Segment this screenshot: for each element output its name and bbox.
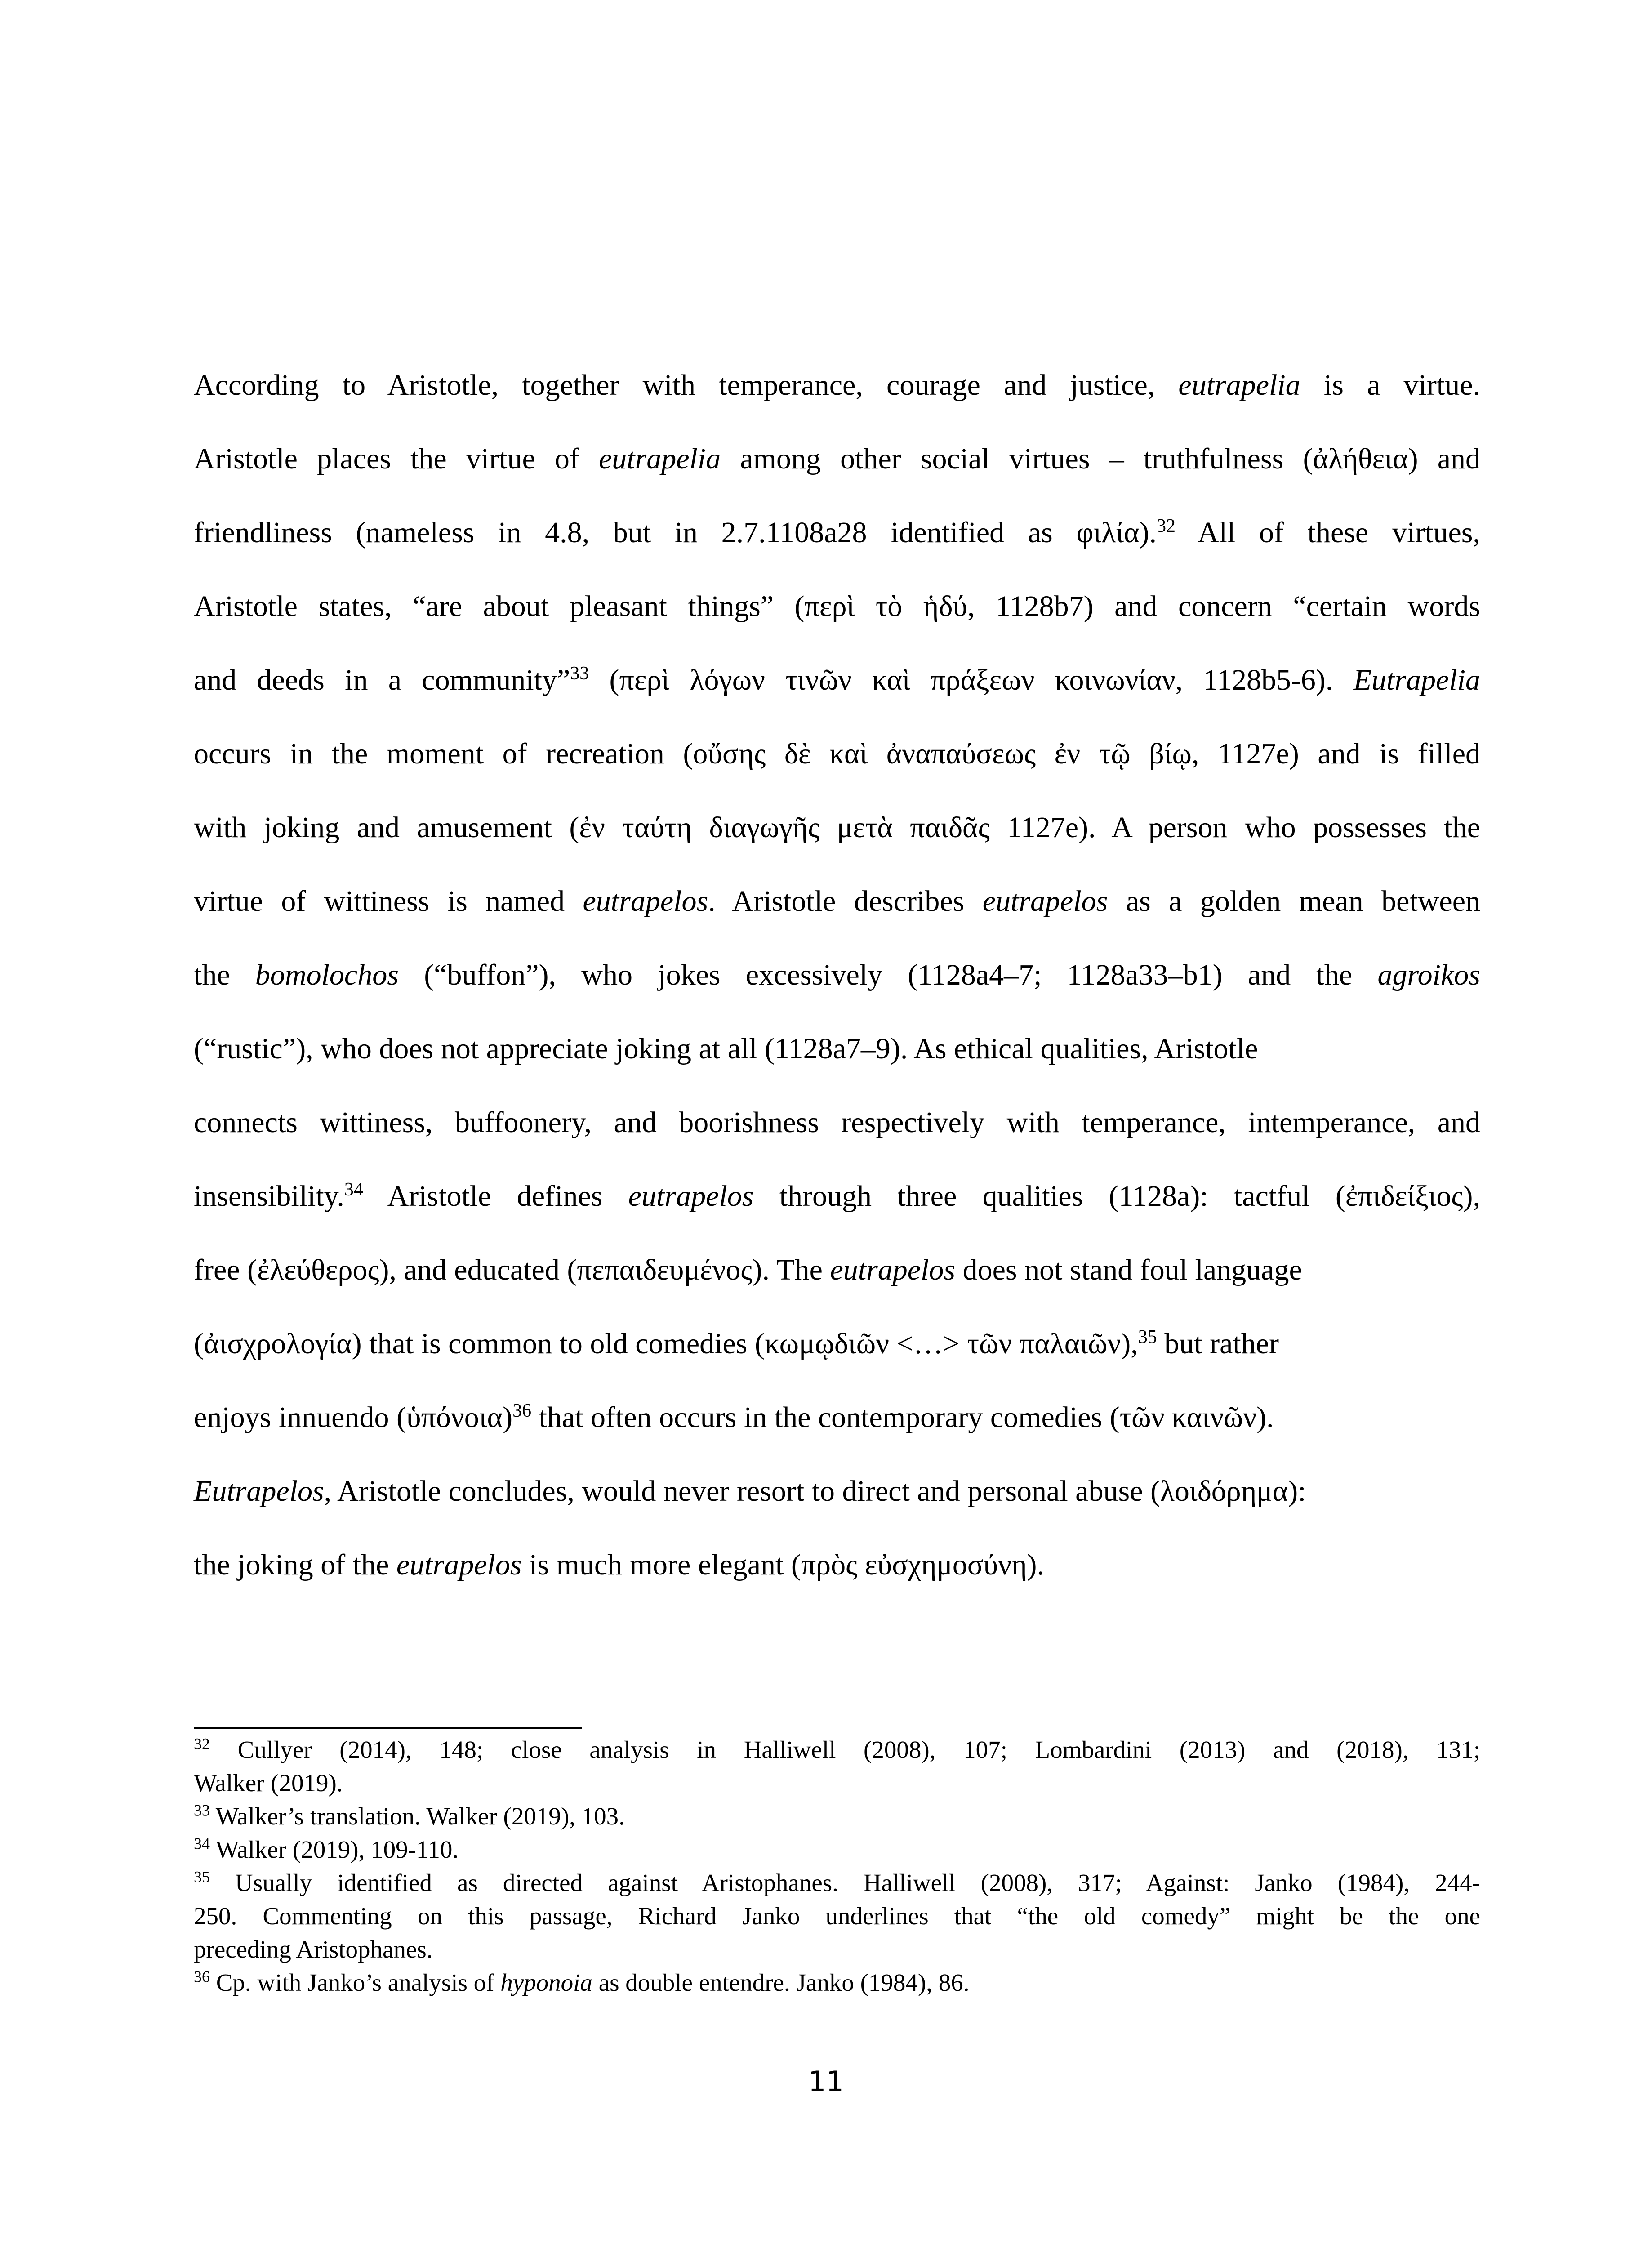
body-footnote-marker: 32 xyxy=(1157,516,1176,536)
body-italic-text: eutrapelos xyxy=(982,885,1108,918)
body-text: insensibility. xyxy=(194,1180,344,1213)
body-line xyxy=(194,1105,1480,1179)
body-line xyxy=(194,515,1480,589)
footnote-separator xyxy=(194,1727,582,1729)
body-line xyxy=(194,368,1480,442)
footnote-line xyxy=(194,1866,1480,1900)
footnote-line xyxy=(194,1833,1480,1866)
body-text: Aristotle defines xyxy=(363,1180,628,1213)
body-line xyxy=(194,810,1480,884)
footnote-text: Usually identified as directed against Aristophanes. Halliwell (2008), 317; Against: Janko (1984), 244- xyxy=(210,1869,1480,1896)
body-text: is much more elegant (πρὸς εὐσχημοσύνη). xyxy=(521,1548,1045,1581)
body-text: that often occurs in the contemporary comedies (τῶν καινῶν). xyxy=(531,1401,1274,1434)
body-text: , Aristotle concludes, would never resort to direct and personal abuse (λοιδόρημα): xyxy=(324,1475,1306,1508)
body-text: the xyxy=(194,959,255,991)
footnote-text: Walker (2019), 109-110. xyxy=(210,1836,459,1863)
body-text: . Aristotle describes xyxy=(708,885,983,918)
footnote-line xyxy=(194,1733,1480,1766)
body-text: through three qualities (1128a): tactful (ἐπιδείξιος), xyxy=(753,1180,1480,1213)
body-line xyxy=(194,958,1480,1031)
body-line xyxy=(194,1253,1480,1326)
body-text: All of these virtues, xyxy=(1176,516,1480,549)
body-line xyxy=(194,1400,1480,1474)
body-text: does not stand foul language xyxy=(955,1253,1302,1286)
footnote-line xyxy=(194,1966,1480,1999)
footnote-line xyxy=(194,1900,1480,1933)
footnote-text: as double entendre. Janko (1984), 86. xyxy=(592,1969,970,1996)
body-line xyxy=(194,736,1480,810)
footnote-line xyxy=(194,1933,1480,1966)
body-text: (“rustic”), who does not appreciate joking at all (1128a7–9). As ethical qualities, Aristotle xyxy=(194,1032,1258,1065)
body-text: (περὶ λόγων τινῶν καὶ πράξεων κοινωνίαν, 1128b5-6). xyxy=(589,664,1354,696)
body-text: (ἀισχρολογία) that is common to old comedies (κωμῳδιῶν <…> τῶν παλαιῶν), xyxy=(194,1327,1138,1360)
body-line xyxy=(194,1031,1480,1105)
footnote-text: Walker’s translation. Walker (2019), 103. xyxy=(210,1802,625,1830)
footnote-text: Cp. with Janko’s analysis of xyxy=(210,1969,501,1996)
body-text: Aristotle states, “are about pleasant things” (περὶ τὸ ἡδύ, 1128b7) and concern “certain words xyxy=(194,590,1480,623)
body-text: According to Aristotle, together with temperance, courage and justice, xyxy=(194,369,1179,401)
body-line xyxy=(194,663,1480,736)
body-paragraph xyxy=(194,368,1480,1621)
footnote-footnote-marker: 33 xyxy=(194,1801,210,1820)
body-italic-text: eutrapelia xyxy=(1178,369,1300,401)
body-text: connects wittiness, buffoonery, and boorishness respectively with temperance, intemperance, and xyxy=(194,1106,1480,1139)
body-italic-text: Eutrapelia xyxy=(1353,664,1480,696)
footnote-line xyxy=(194,1766,1480,1800)
body-line xyxy=(194,884,1480,958)
page-number: 11 xyxy=(808,2065,844,2098)
footnote-italic-text: hyponoia xyxy=(500,1969,592,1996)
body-text: with joking and amusement (ἐν ταύτη διαγωγῆς μετὰ παιδᾶς 1127e). A person who possesses the xyxy=(194,811,1480,844)
body-text: Aristotle places the virtue of xyxy=(194,442,599,475)
body-text: enjoys innuendo (ὑπόνοια) xyxy=(194,1401,513,1434)
body-text: the joking of the xyxy=(194,1548,396,1581)
body-text: free (ἐλεύθερος), and educated (πεπαιδευμένος). The xyxy=(194,1253,830,1286)
body-footnote-marker: 33 xyxy=(570,663,589,684)
body-line xyxy=(194,1326,1480,1400)
body-italic-text: eutrapelos xyxy=(628,1180,754,1213)
body-text: virtue of wittiness is named xyxy=(194,885,583,918)
body-text: among other social virtues – truthfulness (ἀλήθεια) and xyxy=(721,442,1480,475)
body-text: (“buffon”), who jokes excessively (1128a4–7; 1128a33–b1) and the xyxy=(398,959,1378,991)
body-line xyxy=(194,1548,1480,1621)
body-footnote-marker: 34 xyxy=(344,1179,363,1200)
body-italic-text: agroikos xyxy=(1377,959,1480,991)
body-italic-text: eutrapelos xyxy=(396,1548,522,1581)
footnotes xyxy=(194,1733,1480,1999)
body-text: but rather xyxy=(1157,1327,1279,1360)
footnote-text: 250. Commenting on this passage, Richard Janko underlines that “the old comedy” might be the one xyxy=(194,1902,1480,1930)
body-text: occurs in the moment of recreation (οὔσης δὲ καὶ ἀναπαύσεως ἐν τῷ βίῳ, 1127e) and is filled xyxy=(194,737,1480,770)
body-italic-text: eutrapelos xyxy=(583,885,708,918)
body-text: and deeds in a community” xyxy=(194,664,570,696)
footnote-text: Walker (2019). xyxy=(194,1769,343,1797)
body-line xyxy=(194,1474,1480,1548)
footnote-text: preceding Aristophanes. xyxy=(194,1936,433,1963)
body-italic-text: eutrapelia xyxy=(598,442,721,475)
body-text: is a virtue. xyxy=(1300,369,1480,401)
footnote-footnote-marker: 32 xyxy=(194,1735,210,1753)
body-italic-text: eutrapelos xyxy=(830,1253,956,1286)
body-text: friendliness (nameless in 4.8, but in 2.7.1108a28 identified as φιλία). xyxy=(194,516,1157,549)
body-italic-text: Eutrapelos xyxy=(194,1475,324,1508)
footnote-text: Cullyer (2014), 148; close analysis in Halliwell (2008), 107; Lombardini (2013) and (2018), 131; xyxy=(210,1736,1480,1763)
footnote-footnote-marker: 34 xyxy=(194,1834,210,1853)
footnote-footnote-marker: 36 xyxy=(194,1967,210,1986)
body-line xyxy=(194,1179,1480,1253)
footnote-footnote-marker: 35 xyxy=(194,1868,210,1886)
body-line xyxy=(194,589,1480,663)
body-footnote-marker: 35 xyxy=(1138,1327,1157,1347)
body-italic-text: bomolochos xyxy=(255,959,399,991)
body-footnote-marker: 36 xyxy=(512,1401,532,1421)
body-text: as a golden mean between xyxy=(1108,885,1480,918)
body-line xyxy=(194,442,1480,515)
footnote-line xyxy=(194,1800,1480,1833)
